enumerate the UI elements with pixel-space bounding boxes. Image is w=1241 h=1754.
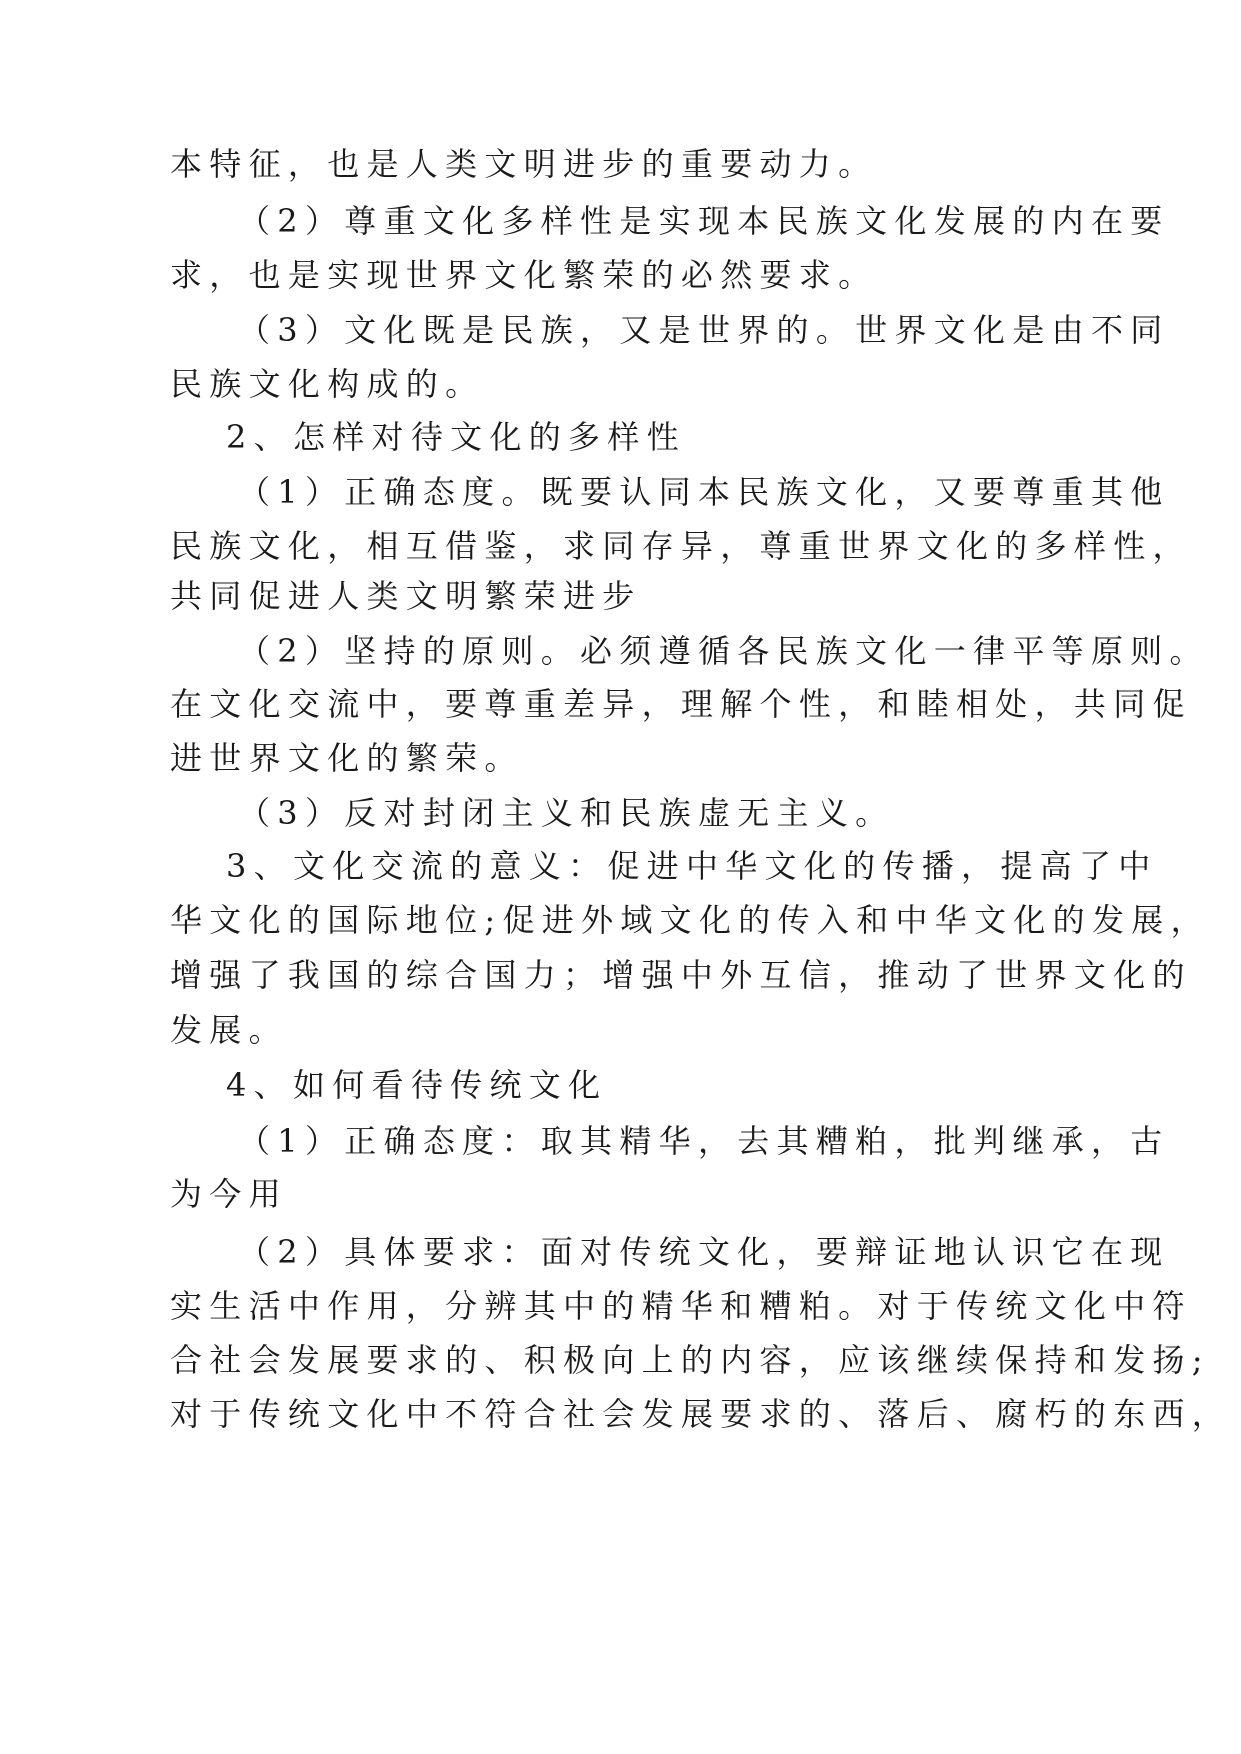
section-heading: 2、怎样对待文化的多样性: [226, 418, 686, 456]
text-line: 实生活中作用，分辨其中的精华和糟粕。对于传统文化中符: [170, 1287, 1192, 1325]
text-line: （2）尊重文化多样性是实现本民族文化发展的内在要: [238, 202, 1170, 240]
text-line: 增强了我国的综合国力；增强中外互信，推动了世界文化的: [170, 956, 1192, 994]
section-heading: 3、文化交流的意义：促进中华文化的传播，提高了中: [226, 847, 1158, 885]
text-line: 共同促进人类文明繁荣进步: [170, 577, 642, 615]
text-line: 在文化交流中，要尊重差异，理解个性，和睦相处，共同促: [170, 685, 1192, 723]
text-line: （1）正确态度。既要认同本民族文化，又要尊重其他: [238, 473, 1170, 511]
text-line: 求，也是实现世界文化繁荣的必然要求。: [170, 256, 878, 294]
text-line: 华文化的国际地位;促进外域文化的传入和中华文化的发展，: [170, 901, 1210, 939]
text-line: 为今用: [170, 1175, 288, 1213]
text-line: （2）坚持的原则。必须遵循各民族文化一律平等原则。: [238, 632, 1209, 670]
text-line: 对于传统文化中不符合社会发展要求的、落后、腐朽的东西，: [170, 1395, 1232, 1433]
text-line: 合社会发展要求的、积极向上的内容，应该继续保持和发扬;: [170, 1341, 1210, 1379]
text-line: 本特征，也是人类文明进步的重要动力。: [170, 145, 878, 183]
text-line: （1）正确态度：取其精华，去其糟粕，批判继承，古: [238, 1122, 1170, 1160]
text-line: （3）文化既是民族，又是世界的。世界文化是由不同: [238, 311, 1170, 349]
text-line: 民族文化构成的。: [170, 365, 485, 403]
text-line: （2）具体要求：面对传统文化，要辩证地认识它在现: [238, 1233, 1170, 1271]
text-line: 民族文化，相互借鉴，求同存异，尊重世界文化的多样性，: [170, 527, 1192, 565]
section-heading: 4、如何看待传统文化: [226, 1066, 608, 1104]
text-line: 进世界文化的繁荣。: [170, 739, 524, 777]
text-line: （3）反对封闭主义和民族虚无主义。: [238, 794, 895, 832]
text-line: 发展。: [170, 1011, 288, 1049]
